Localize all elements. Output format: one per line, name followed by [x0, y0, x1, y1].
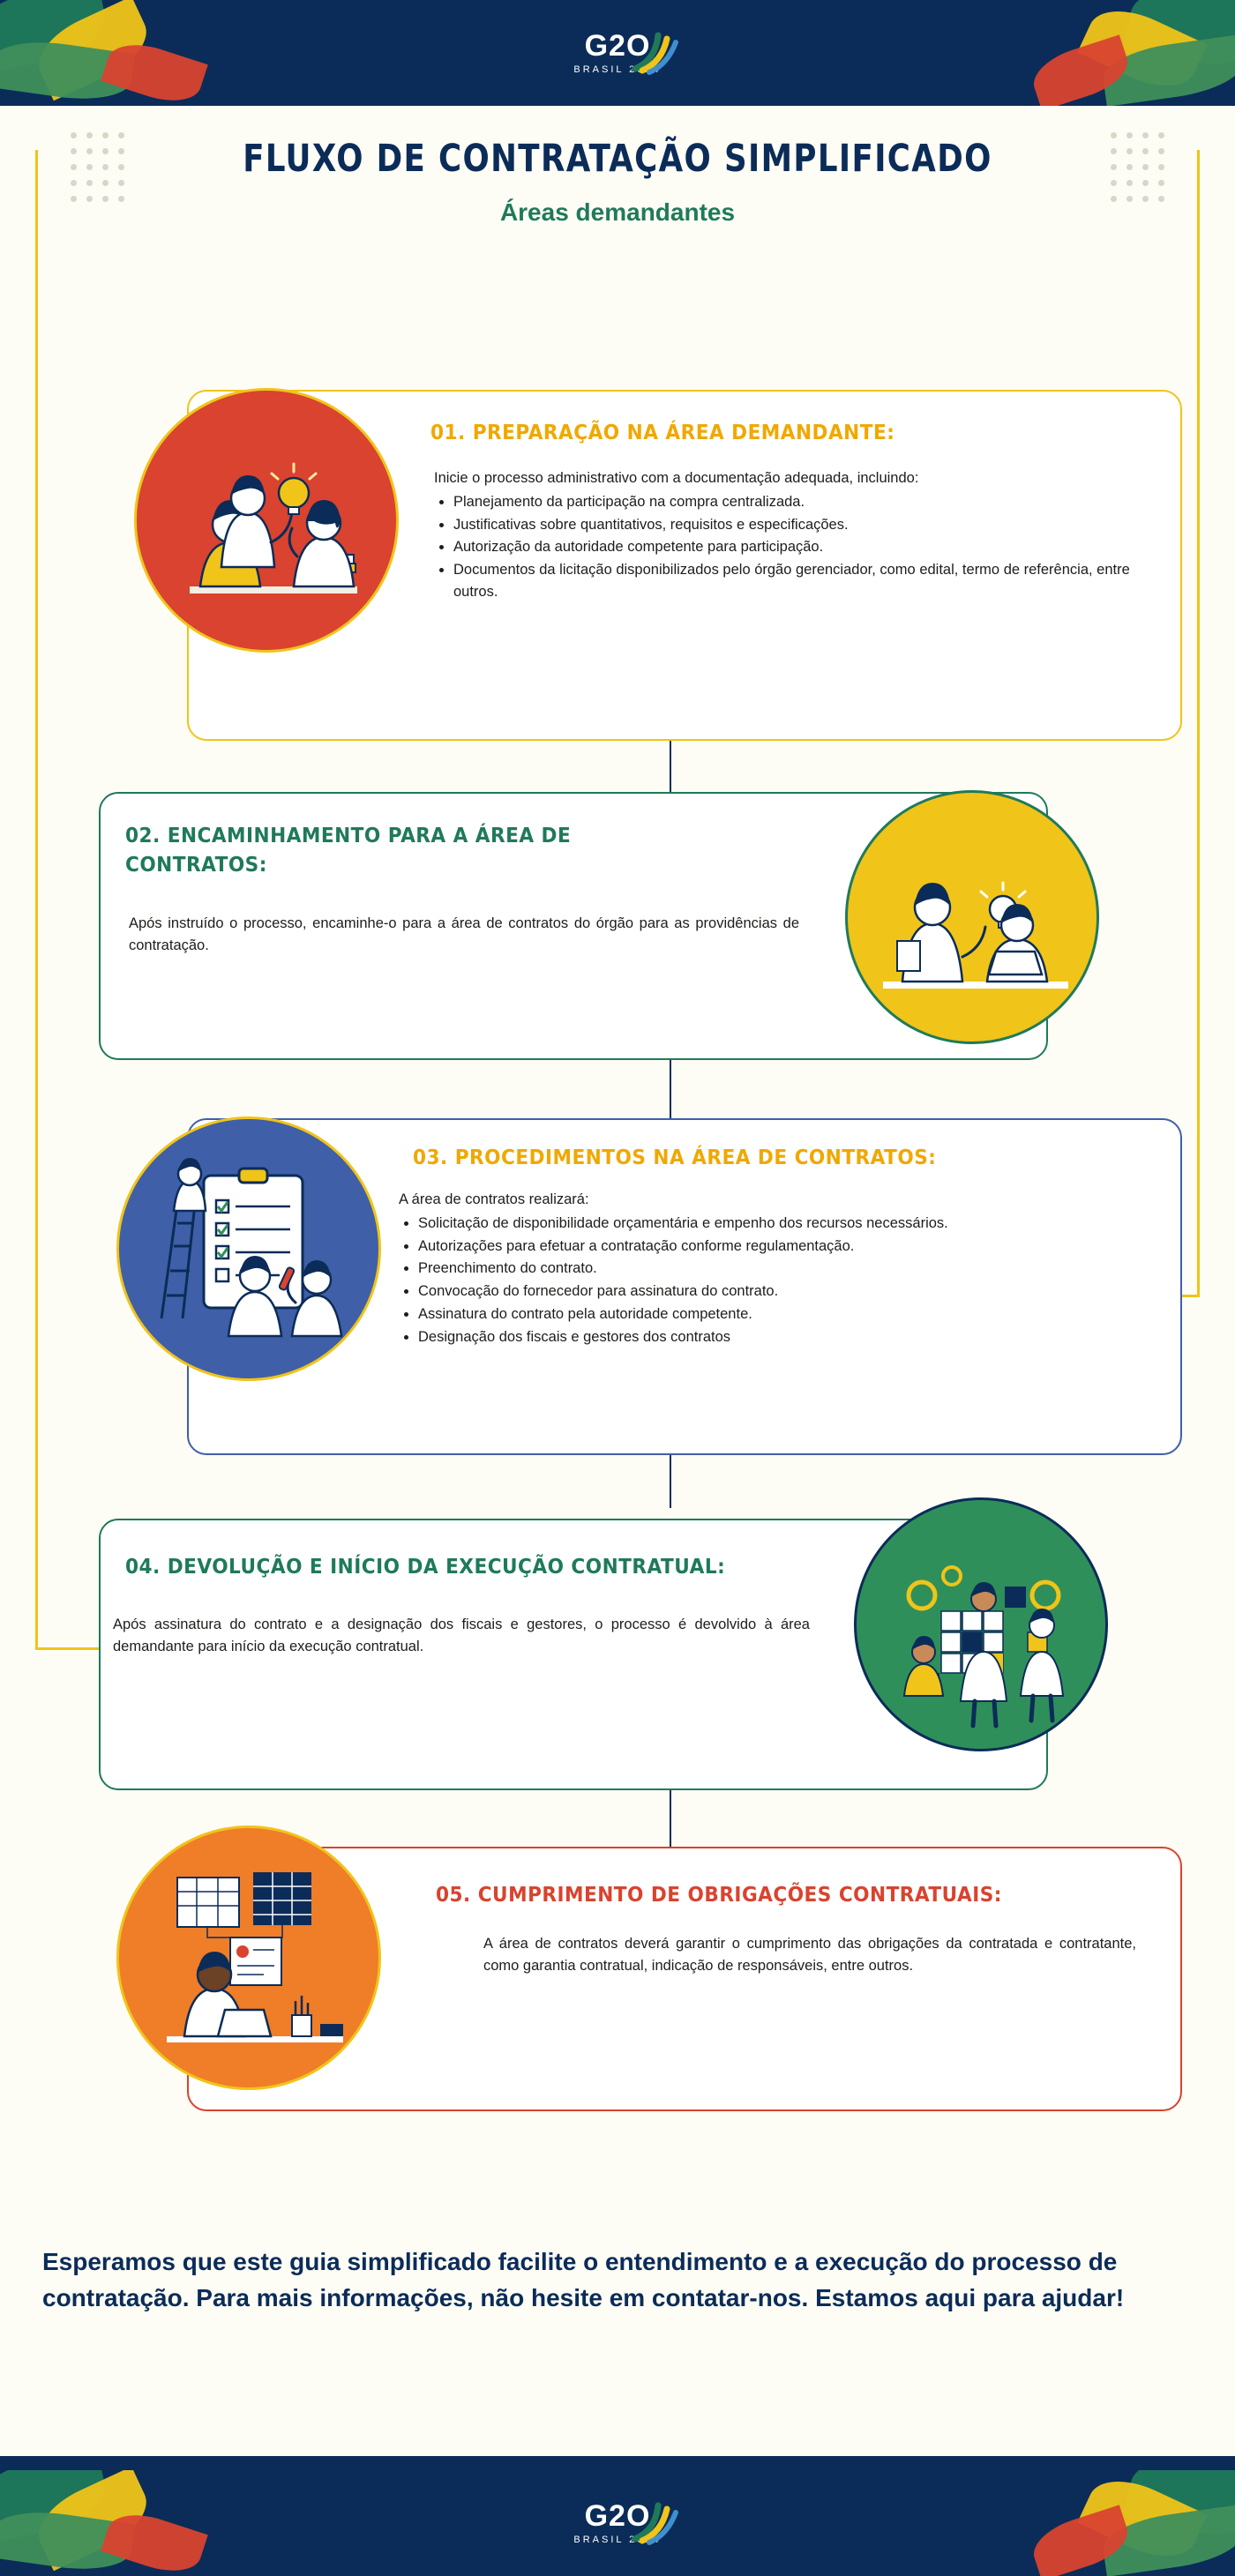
footer-divider — [0, 2456, 1235, 2470]
step-2-number: 02. — [125, 825, 161, 847]
g20-swoosh-icon — [632, 30, 685, 76]
list-item: • Autorizações para efetuar a contratação conforme regulamentação. — [418, 1236, 1149, 1258]
list-item: • Designação dos fiscais e gestores dos contratos — [418, 1326, 1149, 1348]
list-item: • Autorização da autoridade competente para participação. — [453, 536, 1149, 558]
page-subtitle: Áreas demandantes — [499, 198, 736, 226]
step-4-title — [125, 1556, 725, 1579]
step-1-title-text: PREPARAÇÃO NA ÁREA DEMANDANTE: — [472, 422, 895, 444]
step-5-number: 05. — [436, 1884, 471, 1907]
step-1-title — [430, 422, 894, 444]
step-5-body — [483, 1933, 1136, 1979]
footer-band — [0, 2470, 1235, 2576]
list-item: • Solicitação de disponibilidade orçamentária e empenho dos recursos necessários. — [418, 1213, 1149, 1235]
step-4-illustration — [854, 1497, 1108, 1751]
connector-2-3 — [670, 1058, 671, 1120]
step-3-intro: A área de contratos realizará: — [399, 1191, 589, 1207]
step-1-body — [434, 467, 1149, 604]
step-2-intro: Após instruído o processo, encaminhe-o para a área de contratos do órgão para as providências de contratação. — [129, 915, 799, 953]
step-5-intro: A área de contratos deverá garantir o cumprimento das obrigações da contratada e contratante, como garantia contratual, indicação de responsáveis, entre outros. — [483, 1936, 1136, 1974]
header-band — [0, 0, 1235, 106]
step-1-bullets — [434, 491, 1149, 603]
closing-text: Esperamos que este guia simplificado facilite o entendimento e a execução do processo de contratação. Para mais informações, não hesite em contatar-nos. Estamos aqui para ajudar! — [42, 2248, 1125, 2311]
connector-1-2 — [670, 741, 671, 794]
step-2-illustration — [845, 790, 1099, 1044]
step-1-intro: Inicie o processo administrativo com a documentação adequada, incluindo: — [434, 470, 919, 486]
dot-grid-decoration — [1111, 132, 1164, 202]
step-3-bullets — [399, 1213, 1149, 1348]
g20-logo-text: G2O — [584, 2499, 651, 2533]
person-desk-documents-illustration — [119, 1828, 381, 2090]
step-3-title-text: PROCEDIMENTOS NA ÁREA DE CONTRATOS: — [454, 1146, 937, 1169]
step-4-body — [113, 1614, 810, 1660]
list-item: • Documentos da licitação disponibilizados pelo órgão gerenciador, como edital, termo de referência, entre outros. — [453, 559, 1149, 603]
step-5-title-text: CUMPRIMENTO DE OBRIGAÇÕES CONTRATUAIS: — [477, 1884, 1002, 1907]
checklist-clipboard-illustration — [119, 1119, 381, 1381]
step-3-number: 03. — [413, 1146, 448, 1169]
step-1-illustration — [134, 388, 399, 653]
step-3-illustration — [116, 1116, 381, 1381]
step-5-illustration — [116, 1826, 381, 2090]
people-laptop-idea-illustration — [848, 793, 1099, 1044]
step-2-title-text: ENCAMINHAMENTO PARA A ÁREA DE CONTRATOS: — [125, 825, 572, 877]
page-title: FLUXO DE CONTRATAÇÃO SIMPLIFICADO — [243, 137, 992, 181]
g20-logo-text: G2O — [584, 29, 651, 63]
team-building-blocks-illustration — [857, 1500, 1108, 1751]
step-4-intro: Após assinatura do contrato e a designação dos fiscais e gestores, o processo é devolvido à área demandante para início da execução contratual. — [113, 1617, 810, 1654]
right-accent-line — [1197, 150, 1200, 1296]
step-4-title-text: DEVOLUÇÃO E INÍCIO DA EXECUÇÃO CONTRATUAL: — [167, 1556, 726, 1579]
dot-grid-decoration — [71, 132, 124, 202]
step-4-number: 04. — [125, 1556, 161, 1579]
step-2-title — [125, 822, 706, 881]
step-3-title — [413, 1146, 936, 1169]
list-item: • Preenchimento do contrato. — [418, 1258, 1149, 1280]
list-item: • Justificativas sobre quantitativos, requisitos e especificações. — [453, 514, 1149, 536]
step-1-number: 01. — [430, 422, 466, 444]
step-5-title — [436, 1884, 1002, 1907]
list-item: • Convocação do fornecedor para assinatura do contrato. — [418, 1281, 1149, 1303]
two-women-idea-illustration — [137, 391, 399, 653]
step-3-body — [399, 1189, 1149, 1348]
left-accent-line — [35, 150, 38, 1649]
list-item: • Planejamento da participação na compra centralizada. — [453, 491, 1149, 513]
step-2-body — [129, 913, 799, 959]
connector-3-4 — [670, 1455, 671, 1508]
g20-logo-subtext: BRASIL 2024 — [573, 64, 662, 75]
g20-swoosh-icon — [632, 2500, 685, 2546]
g20-logo-subtext: BRASIL 2024 — [573, 2535, 662, 2545]
connector-4-5 — [670, 1790, 671, 1852]
list-item: • Assinatura do contrato pela autoridade competente. — [418, 1303, 1149, 1325]
